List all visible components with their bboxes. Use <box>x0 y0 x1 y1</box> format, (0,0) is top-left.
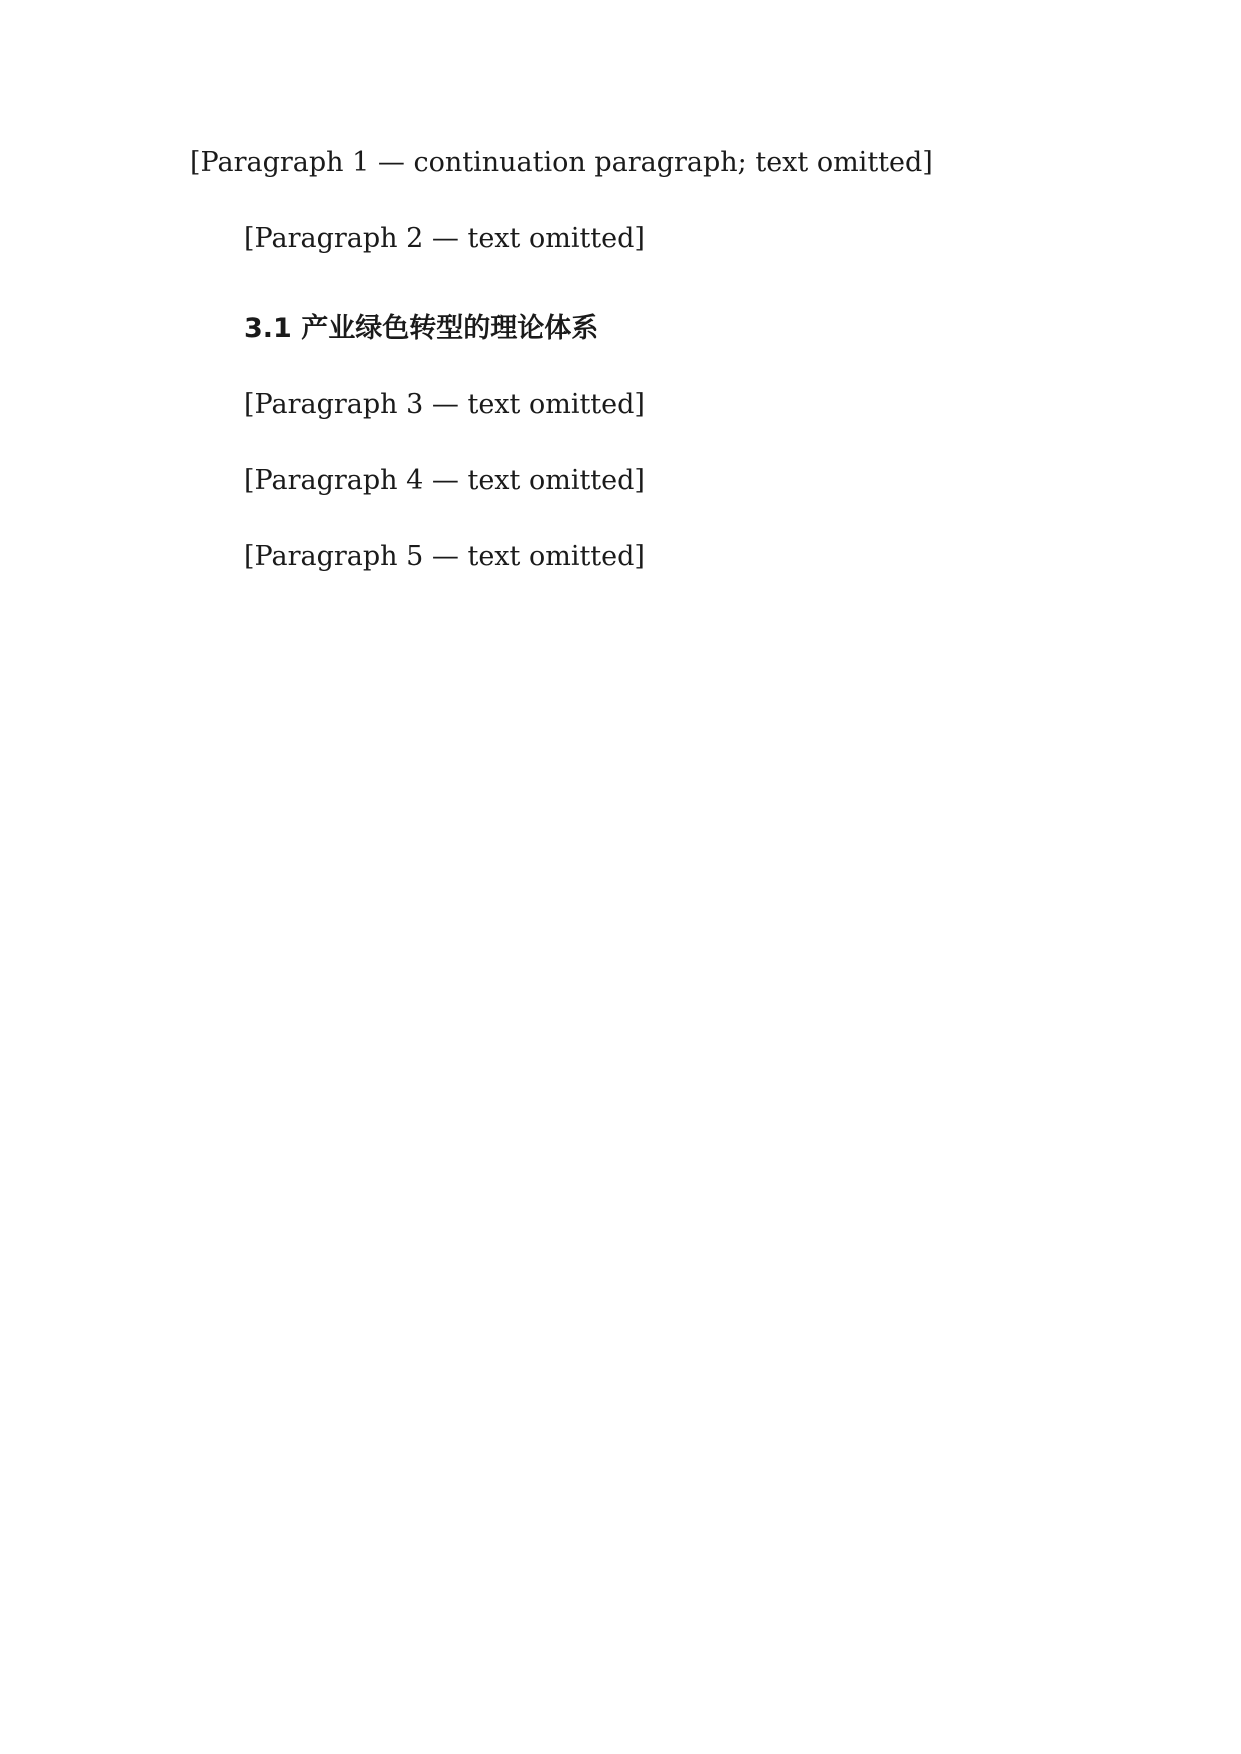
body-paragraph: [Paragraph 3 — text omitted] <box>244 389 645 420</box>
body-paragraph: [Paragraph 1 — continuation paragraph; text omitted] <box>190 147 933 178</box>
document-page <box>190 130 1058 600</box>
body-paragraph: [Paragraph 4 — text omitted] <box>244 465 645 496</box>
body-paragraph: [Paragraph 5 — text omitted] <box>244 541 645 572</box>
section-heading: 3.1 产业绿色转型的理论体系 <box>244 313 599 344</box>
body-paragraph: [Paragraph 2 — text omitted] <box>244 223 645 254</box>
